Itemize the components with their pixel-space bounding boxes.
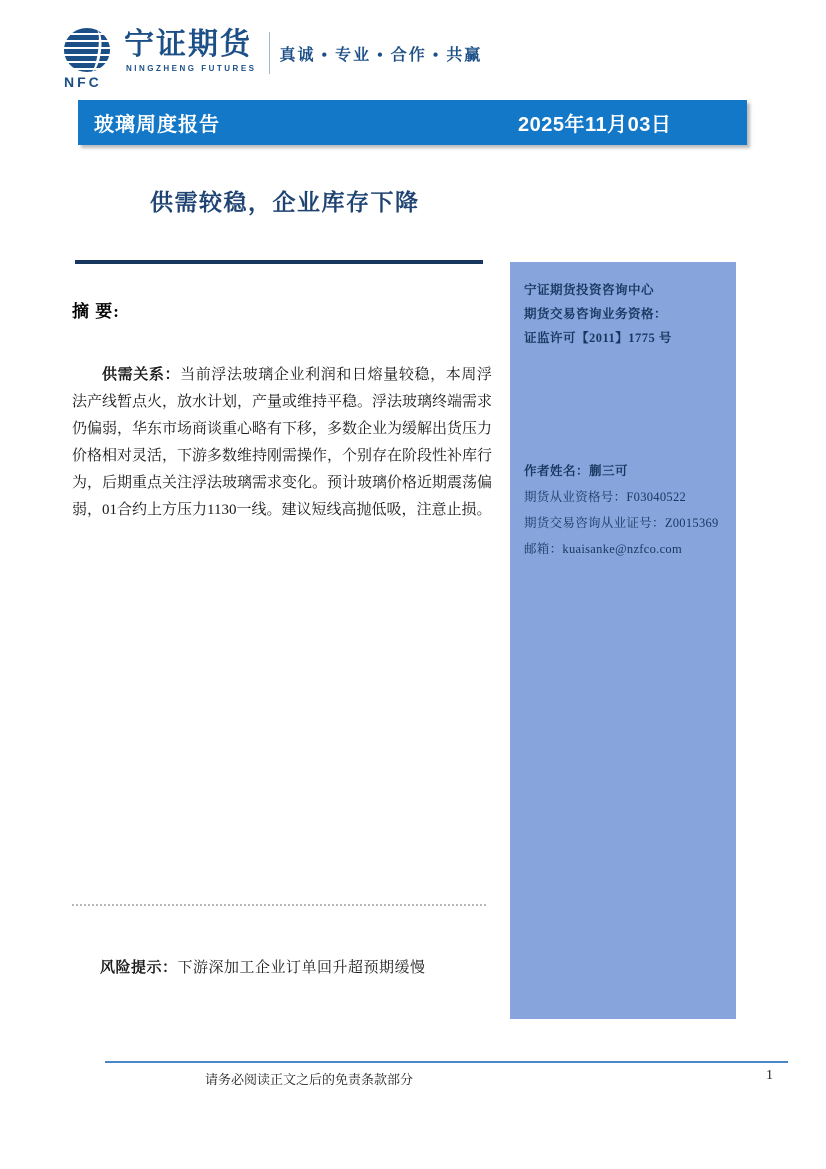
qualification-label: 期货交易咨询业务资格： xyxy=(524,307,668,321)
report-type-label: 玻璃周度报告 xyxy=(94,114,220,136)
practitioner-cert-line xyxy=(524,484,724,510)
company-abbr: NFC xyxy=(64,74,102,90)
report-title: 供需较稳，企业库存下降 xyxy=(150,189,420,215)
summary-body-text: 当前浮法玻璃企业利润和日熔量较稳，本周浮法产线暂点火，放水计划，产量或维持平稳。浮法玻璃终端需求仍偏弱，华东市场商谈重心略有下移，多数企业为缓解出货压力价格相对灵活，下游多数维持刚需操作，个别存在阶段性补库行为，后期重点关注浮法玻璃需求变化。预计玻璃价格近期震荡偏弱，01合约上方压力1130一线。建议短线高抛低吸，注意止损。 xyxy=(72,367,493,518)
footer-disclaimer: 请务必阅读正文之后的免责条款部分 xyxy=(205,1072,414,1087)
summary-heading: 摘 要: xyxy=(72,302,120,321)
company-name-en: NINGZHENG FUTURES xyxy=(126,64,257,73)
author-name: 蒯三可 xyxy=(589,464,629,478)
sidebar-info-box xyxy=(510,262,736,1019)
summary-paragraph xyxy=(72,362,492,524)
risk-label: 风险提示： xyxy=(100,960,178,976)
cert1-label: 期货从业资格号： xyxy=(524,490,627,504)
report-date: 2025年11月03日 xyxy=(518,114,672,136)
brand-divider xyxy=(269,32,270,74)
summary-top-divider xyxy=(75,260,483,264)
company-name-cn: 宁证期货 xyxy=(124,28,252,61)
email-label: 邮箱： xyxy=(524,542,563,556)
risk-warning xyxy=(100,956,426,977)
brand-header xyxy=(64,28,482,92)
report-header-bar xyxy=(78,100,747,145)
risk-text: 下游深加工企业订单回升超预期缓慢 xyxy=(177,960,426,976)
email-line xyxy=(524,536,724,562)
summary-lead-label: 供需关系： xyxy=(102,367,181,383)
page-number: 1 xyxy=(766,1068,773,1083)
license-number: 证监许可【2011】1775 号 xyxy=(524,331,672,345)
cert2-label: 期货交易咨询从业证号： xyxy=(524,516,665,530)
org-name: 宁证期货投资咨询中心 xyxy=(524,283,655,297)
consulting-cert-line xyxy=(524,510,724,536)
nfc-globe-icon xyxy=(64,28,110,72)
author-label: 作者姓名： xyxy=(524,464,590,478)
brand-slogan: 真诚 • 专业 • 合作 • 共赢 xyxy=(279,47,483,64)
cert1-value: F03040522 xyxy=(626,490,687,504)
author-line xyxy=(524,458,724,484)
dotted-divider xyxy=(72,904,486,906)
footer-divider xyxy=(105,1061,788,1063)
cert2-value: Z0015369 xyxy=(664,516,719,530)
company-logo xyxy=(64,28,116,90)
email-value: kuaisanke@nzfco.com xyxy=(562,542,683,556)
